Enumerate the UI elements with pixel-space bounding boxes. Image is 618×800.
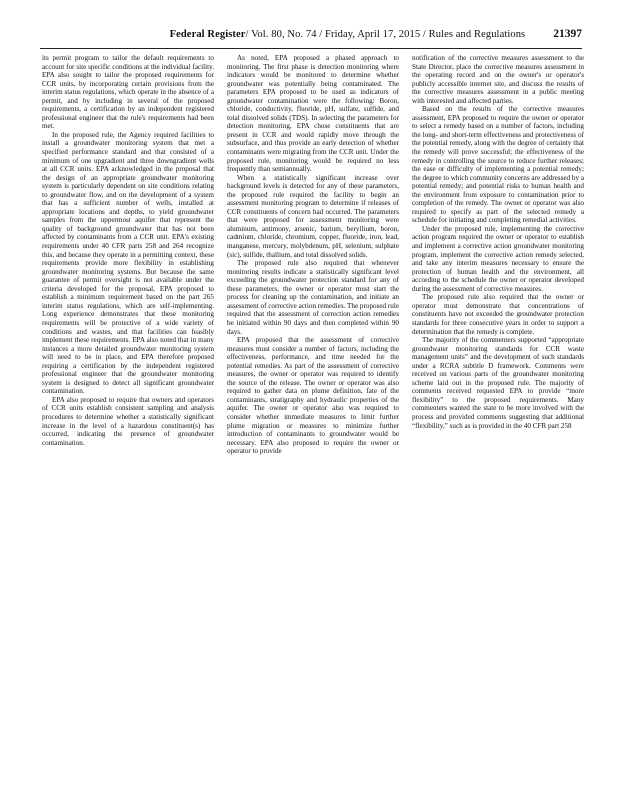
paragraph: its permit program to tailor the default requirements to account for site specific conditions at the individual facility. EPA also sought to tailor the proposed requirements for CCR units, by incorporating certain provisions from the interim status regulations, which operate in the absence of a permit, and by including in several of the proposed requirements, a certification by an independent registered professional engineer that the rule's requirements had been met. — [42, 54, 214, 131]
paragraph: EPA proposed that the assessment of corrective measures must consider a number of factors, including the effectiveness, performance, and time needed for the potential remedies. As part of the assessment of corrective measures, the owner or operator was required to identify the source of the release. The owner or operator was also required to gather data on plume definition, fate of the contaminants, stratigraphy and hydraulic properties of the aquifer. The owner or operator also was required to consider whether immediate measures to limit further plume migration or measures to minimize further introduction of contaminants to groundwater would be necessary. EPA also proposed to require the owner or operator to provide — [227, 336, 399, 456]
paragraph: EPA also proposed to require that owners and operators of CCR units establish consistent sampling and analysis procedures to determine whether a statistically significant increase in the level of a hazardous constituent(s) has occurred, indicating the presence of groundwater contamination. — [42, 395, 214, 447]
issue-info: / Vol. 80, No. 74 / Friday, April 17, 2015 / Rules and Regulations — [245, 29, 526, 40]
paragraph: The proposed rule also required that whenever monitoring results indicate a statistically significant level exceeding the groundwater protection standard for any of these parameters, the owner or operator must start the process for cleaning up the contamination, and initiate an assessment of corrective action remedies. The proposed rule required that the assessment of correction action remedies be initiated within 90 days and then completed within 90 days. — [227, 259, 399, 336]
paragraph: The proposed rule also required that the owner or operator must demonstrate that concentrations of constituents have not exceeded the groundwater protection standards for three consecutive years in order to support a determination that the remedy is complete. — [412, 293, 584, 336]
column-middle — [227, 54, 399, 792]
page-header — [40, 28, 582, 44]
text-columns — [42, 54, 584, 792]
column-left — [42, 54, 214, 792]
paragraph: In the proposed rule, the Agency required facilities to install a groundwater monitoring system that met a specified performance standard and that consisted of a minimum of one upgradient and three downgradient wells at all CCR units. EPA acknowledged in the proposal that the design of an appropriate groundwater monitoring system is particularly dependent on site conditions relating to groundwater flow, and on the development of a system that has a sufficient number of wells, installed at appropriate locations and depths, to yield groundwater samples from the uppermost aquifer that represent the quality of background groundwater that has not been affected by contaminants from a CCR unit. EPA's existing requirements under 40 CFR parts 258 and 264 recognize this, and because they operate in a permitting context, these requirements provide more flexibility in establishing groundwater monitoring systems. But because the same guarantee of permit oversight is not available under the criteria developed for the proposal, EPA proposed to establish a minimum requirement based on the part 265 interim status regulations, which are self-implementing. Long experience demonstrates that these monitoring requirements will be protective of a wide variety of conditions and wastes, and that facilities can feasibly implement these requirements. EPA also noted that in many instances a more detailed groundwater monitoring system will need to be in place, and EPA therefore proposed requiring a certification by the independent registered professional engineer that the groundwater monitoring system is designed to detect all significant groundwater contamination. — [42, 130, 214, 396]
column-right — [412, 54, 584, 792]
header-rule — [40, 48, 582, 49]
paragraph: notification of the corrective measures assessment to the State Director, place the corrective measures assessment in the operating record and on the owner's or operator's publicly accessible internet site, and discuss the results of the corrective measures assessment in a public meeting with interested and affected parties. — [412, 54, 584, 105]
publication-name: Federal Register — [169, 29, 246, 40]
paragraph: When a statistically significant increase over background levels is detected for any of these parameters, the proposed rule required the facility to begin an assessment monitoring program to determine if releases of CCR constituents of concern had occurred. The parameters that were proposed for assessment monitoring were aluminum, antimony, arsenic, barium, beryllium, boron, cadmium, chloride, chromium, copper, fluoride, iron, lead, manganese, mercury, molybdenum, pH, selenium, sulphate (sic), sulfide, thallium, and total dissolved solids. — [227, 173, 399, 259]
running-head — [170, 29, 526, 40]
paragraph: Based on the results of the corrective measures assessment, EPA proposed to require the owner or operator to select a remedy based on a number of factors, including the long- and short-term effectiveness and protectiveness of the potential remedy, along with the degree of certainty that the remedy will prove successful; the effectiveness of the remedy in controlling the source to reduce further releases; the ease or difficulty of implementing a potential remedy; the degree to which community concerns are addressed by a potential remedy; and potential risks to human health and the environment from exposure to contamination prior to completion of the remedy. The owner or operator was also required to specify as part of the selected remedy a schedule for initiating and completing remedial activities. — [412, 105, 584, 225]
paragraph: As noted, EPA proposed a phased approach to monitoring. The first phase is detection monitoring where indicators would be monitored to determine whether groundwater was potentially being contaminated. The parameters EPA proposed to be used as indicators of groundwater contamination were the following: Boron, chloride, conductivity, fluoride, pH, sulfate, sulfide, and total dissolved solids (TDS). In selecting the parameters for detection monitoring, EPA chose constituents that are present in CCR and would rapidly move through the subsurface, and thus provide an early detection of whether contaminants were migrating from the CCR unit. Under the proposed rule, monitoring would be required no less frequently than semiannually. — [227, 54, 399, 174]
page-number: 21397 — [553, 28, 582, 40]
paragraph: The majority of the commenters supported “appropriate groundwater monitoring standards for CCR waste management units” and the development of such standards under a RCRA subtitle D framework. Comments were received on various parts of the groundwater monitoring scheme laid out in the proposed rule. The majority of comments received requested EPA to provide “more flexibility” to the proposed requirements. Many commenters wanted the state to be more involved with the process and provided comments suggesting that additional “flexibility,” such as is provided in the 40 CFR part 258 — [412, 336, 584, 430]
paragraph: Under the proposed rule, implementing the corrective action program required the owner or operator to establish and implement a corrective action groundwater monitoring program, implement the corrective action remedy selected, and take any interim measures necessary to ensure the protection of human health and the environment, all according to the schedule the owner or operator developed during the assessment of corrective measures. — [412, 224, 584, 293]
